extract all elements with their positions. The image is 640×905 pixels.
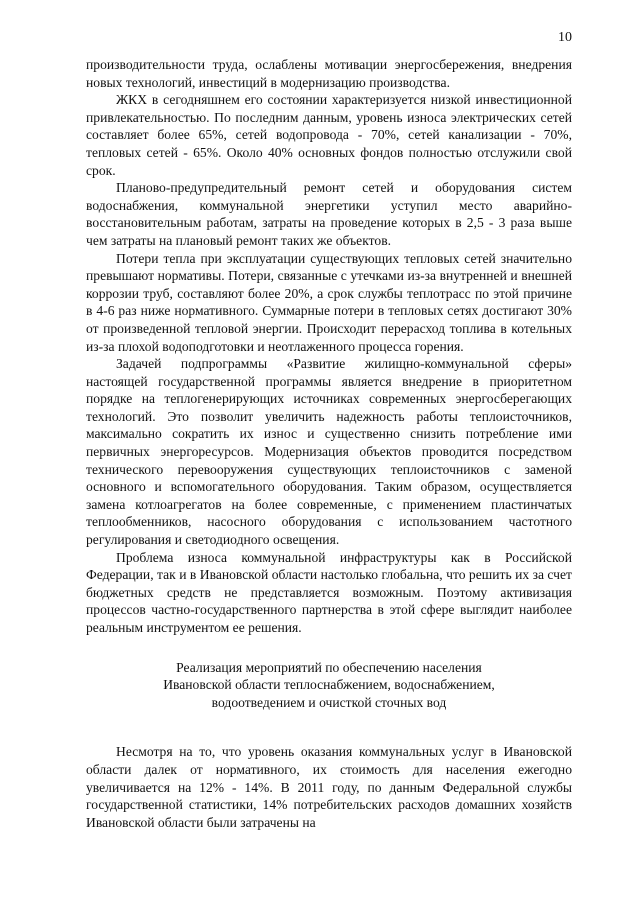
page-number: 10: [558, 30, 572, 45]
paragraph-subprogram-task: Задачей подпрограммы «Развитие жилищно-коммунальной сферы» настоящей государственной программы является внедрение в приоритетном порядке на теплогенерирующих источниках современных энергосберегающих технологий. Это позволит увеличить надежность работы теплоисточников, максимально сократить их износ и существенно снизить потребление ими первичных энергоресурсов. Модернизация объектов проводится посредством технического перевооружения существующих теплоисточников с заменой основного и вспомогательного оборудования. Таким образом, осуществляется замена котлоагрегатов на более современные, с применением пластинчатых теплообменников, насосного оборудования с использованием частотного регулирования и светодиодного освещения.: [86, 356, 572, 548]
section-heading-line: водоотведением и очисткой сточных вод: [211, 694, 447, 710]
section-heading-line: Ивановской области теплоснабжением, водоснабжением,: [163, 677, 495, 693]
paragraph-infrastructure-wear: Проблема износа коммунальной инфраструктуры как в Российской Федерации, так и в Ивановской области настолько глобальна, что решить их за счет бюджетных средств не представляется возможным. Поэтому активизация процессов частно-государственного партнерства в этой сфере выглядит наиболее реальным инструментом ее решения.: [86, 549, 572, 635]
paragraph-continuation: производительности труда, ослаблены мотивации энергосбережения, внедрения новых технологий, инвестиций в модернизацию производства.: [86, 57, 572, 90]
paragraph-zhkh-state: ЖКХ в сегодняшнем его состоянии характеризуется низкой инвестиционной привлекательностью. По последним данным, уровень износа электрических сетей составляет более 65%, сетей водопровода - 70%, сетей канализации - 70%, тепловых сетей - 65%. Около 40% основных фондов полностью отслужили свой срок.: [86, 92, 572, 178]
section-heading: [86, 659, 572, 712]
paragraph-service-cost: Несмотря на то, что уровень оказания коммунальных услуг в Ивановской области далек от нормативного, их стоимость для населения ежегодно увеличивается на 12% - 14%. В 2011 году, по данным Федеральной службы государственной статистики, 14% потребительских расходов домашних хозяйств Ивановской области были затрачены на: [86, 744, 572, 830]
document-body: [86, 56, 572, 831]
paragraph-heat-losses: Потери тепла при эксплуатации существующих тепловых сетей значительно превышают нормативы. Потери, связанные с утечками из-за внутренней и внешней коррозии труб, составляют более 20%, а срок службы теплотрасс по этой причине в 4-6 раз ниже нормативного. Суммарные потери в тепловых сетях достигают 30% от произведенной тепловой энергии. Происходит перерасход топлива в котельных из-за плохой водоподготовки и неотлаженного процесса горения.: [86, 250, 572, 354]
section-heading-line: Реализация мероприятий по обеспечению населения: [176, 659, 482, 675]
paragraph-repair: Планово-предупредительный ремонт сетей и оборудования систем водоснабжения, коммунальной энергетики уступил место аварийно-восстановительным работам, затраты на проведение которых в 2,5 - 3 раза выше чем затраты на плановый ремонт таких же объектов.: [86, 180, 572, 248]
